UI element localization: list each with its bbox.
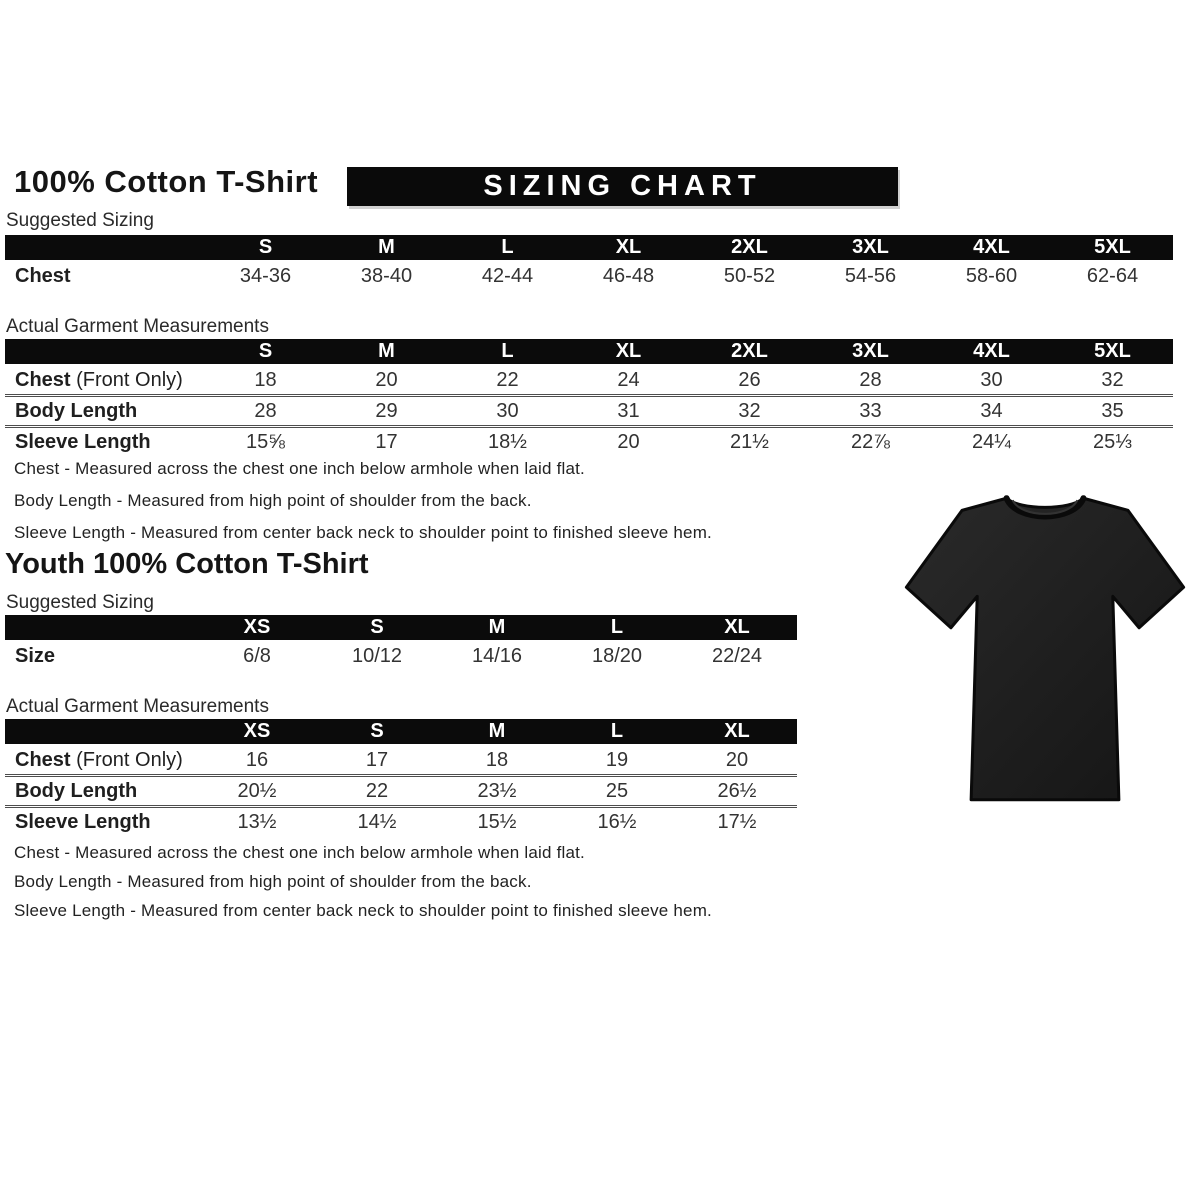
cell-value: 34 — [931, 396, 1052, 427]
adult-chest-front-row — [5, 365, 1173, 396]
cell-value: 24¼ — [972, 430, 1011, 453]
adult-suggested-sizing-table — [5, 235, 1173, 290]
size-column-header: 2XL — [689, 235, 810, 261]
cell-value: 14/16 — [437, 641, 557, 670]
cell-value: 6/8 — [197, 641, 317, 670]
cell-value: 22/24 — [677, 641, 797, 670]
adult-garment-measurements-label: Actual Garment Measurements — [6, 316, 269, 337]
sizing-chart-banner — [347, 167, 898, 206]
row-label: Size — [5, 641, 197, 670]
youth-sleeve-length-row — [5, 807, 797, 837]
size-column-header: XL — [568, 339, 689, 365]
corner-cell — [5, 615, 197, 641]
cell-value: 13½ — [237, 810, 277, 833]
adult-garment-measurements-table — [5, 339, 1173, 456]
cell-value: 25 — [557, 776, 677, 807]
size-column-header: M — [326, 339, 447, 365]
size-column-header: S — [317, 615, 437, 641]
cell-value: 46-48 — [568, 261, 689, 290]
youth-title: Youth 100% Cotton T-Shirt — [5, 548, 369, 580]
note-line: Sleeve Length - Measured from center back neck to shoulder point to finished sleeve hem. — [14, 901, 712, 920]
cell-value: 18 — [437, 745, 557, 776]
corner-cell — [5, 339, 205, 365]
size-column-header: 2XL — [689, 339, 810, 365]
size-column-header: M — [326, 235, 447, 261]
cell-value: 20½ — [197, 776, 317, 807]
cell-value: 34-36 — [205, 261, 326, 290]
size-column-header: XL — [568, 235, 689, 261]
cell-value: 42-44 — [447, 261, 568, 290]
row-label: Chest (Front Only) — [5, 745, 197, 776]
cell-value: 17 — [375, 430, 398, 453]
size-column-header: XL — [677, 719, 797, 745]
cell-value: 32 — [689, 396, 810, 427]
size-column-header: S — [317, 719, 437, 745]
cell-value: 22⅞ — [851, 430, 890, 453]
cell-value: 50-52 — [689, 261, 810, 290]
size-column-header: L — [447, 235, 568, 261]
youth-garment-header-row — [5, 719, 797, 745]
cell-value: 35 — [1052, 396, 1173, 427]
youth-garment-measurements-table — [5, 719, 797, 836]
row-label: Chest (Front Only) — [5, 365, 205, 396]
cell-value: 15⅝ — [246, 430, 285, 453]
cell-value: 23½ — [437, 776, 557, 807]
cell-value: 20 — [617, 430, 640, 453]
cell-value: 33 — [810, 396, 931, 427]
tshirt-body-shape — [906, 498, 1183, 800]
adult-measurement-notes — [14, 459, 712, 555]
cell-value: 18½ — [488, 430, 527, 453]
youth-garment-measurements-label: Actual Garment Measurements — [6, 696, 269, 717]
adult-suggested-sizing-label: Suggested Sizing — [6, 210, 154, 231]
cell-value: 25⅓ — [1093, 430, 1132, 453]
row-label: Body Length — [5, 776, 197, 807]
cell-value: 28 — [205, 396, 326, 427]
cell-value: 18/20 — [557, 641, 677, 670]
note-line: Body Length - Measured from high point of shoulder from the back. — [14, 872, 532, 891]
cell-value: 31 — [568, 396, 689, 427]
youth-suggested-sizing-label: Suggested Sizing — [6, 592, 154, 613]
cell-value: 20 — [326, 365, 447, 396]
size-column-header: XS — [197, 719, 317, 745]
cell-value: 21½ — [730, 430, 769, 453]
youth-size-row — [5, 641, 797, 670]
cell-value: 38-40 — [326, 261, 447, 290]
size-column-header: L — [557, 615, 677, 641]
cell-value: 26 — [689, 365, 810, 396]
adult-suggested-header-row — [5, 235, 1173, 261]
note-line: Sleeve Length - Measured from center back neck to shoulder point to finished sleeve hem. — [14, 523, 712, 542]
youth-suggested-header-row — [5, 615, 797, 641]
size-column-header: 3XL — [810, 235, 931, 261]
adult-sleeve-length-row — [5, 427, 1173, 457]
cell-value: 10/12 — [317, 641, 437, 670]
size-column-header: XL — [677, 615, 797, 641]
size-column-header: M — [437, 615, 557, 641]
size-column-header: S — [205, 235, 326, 261]
page-title: 100% Cotton T-Shirt — [14, 164, 319, 199]
corner-cell — [5, 235, 205, 261]
cell-value: 16½ — [597, 810, 637, 833]
row-label: Chest — [5, 261, 205, 290]
row-label: Sleeve Length — [15, 810, 151, 833]
cell-value: 24 — [568, 365, 689, 396]
adult-garment-header-row — [5, 339, 1173, 365]
note-line: Body Length - Measured from high point of shoulder from the back. — [14, 491, 532, 510]
black-tshirt-photo — [893, 478, 1197, 822]
size-column-header: L — [447, 339, 568, 365]
cell-value: 15½ — [477, 810, 517, 833]
cell-value: 54-56 — [810, 261, 931, 290]
cell-value: 16 — [197, 745, 317, 776]
size-column-header: M — [437, 719, 557, 745]
cell-value: 62-64 — [1052, 261, 1173, 290]
cell-value: 20 — [677, 745, 797, 776]
adult-chest-row — [5, 261, 1173, 290]
size-column-header: 4XL — [931, 235, 1052, 261]
cell-value: 58-60 — [931, 261, 1052, 290]
youth-measurement-notes — [14, 843, 712, 930]
cell-value: 22 — [317, 776, 437, 807]
adult-body-length-row — [5, 396, 1173, 427]
cell-value: 19 — [557, 745, 677, 776]
row-label: Body Length — [5, 396, 205, 427]
size-column-header: 5XL — [1052, 339, 1173, 365]
size-column-header: 5XL — [1052, 235, 1173, 261]
size-column-header: 3XL — [810, 339, 931, 365]
size-column-header: L — [557, 719, 677, 745]
note-line: Chest - Measured across the chest one inch below armhole when laid flat. — [14, 459, 585, 478]
cell-value: 22 — [447, 365, 568, 396]
cell-value: 26½ — [677, 776, 797, 807]
cell-value: 28 — [810, 365, 931, 396]
cell-value: 17½ — [717, 810, 757, 833]
cell-value: 17 — [317, 745, 437, 776]
size-column-header: XS — [197, 615, 317, 641]
cell-value: 30 — [931, 365, 1052, 396]
sizing-chart-banner-text: SIZING CHART — [483, 170, 762, 202]
cell-value: 18 — [205, 365, 326, 396]
youth-chest-front-row — [5, 745, 797, 776]
cell-value: 14½ — [357, 810, 397, 833]
cell-value: 32 — [1052, 365, 1173, 396]
size-column-header: S — [205, 339, 326, 365]
cell-value: 30 — [447, 396, 568, 427]
cell-value: 29 — [326, 396, 447, 427]
corner-cell — [5, 719, 197, 745]
row-label: Sleeve Length — [15, 430, 151, 453]
youth-suggested-sizing-table — [5, 615, 797, 670]
youth-body-length-row — [5, 776, 797, 807]
note-line: Chest - Measured across the chest one inch below armhole when laid flat. — [14, 843, 585, 862]
size-column-header: 4XL — [931, 339, 1052, 365]
